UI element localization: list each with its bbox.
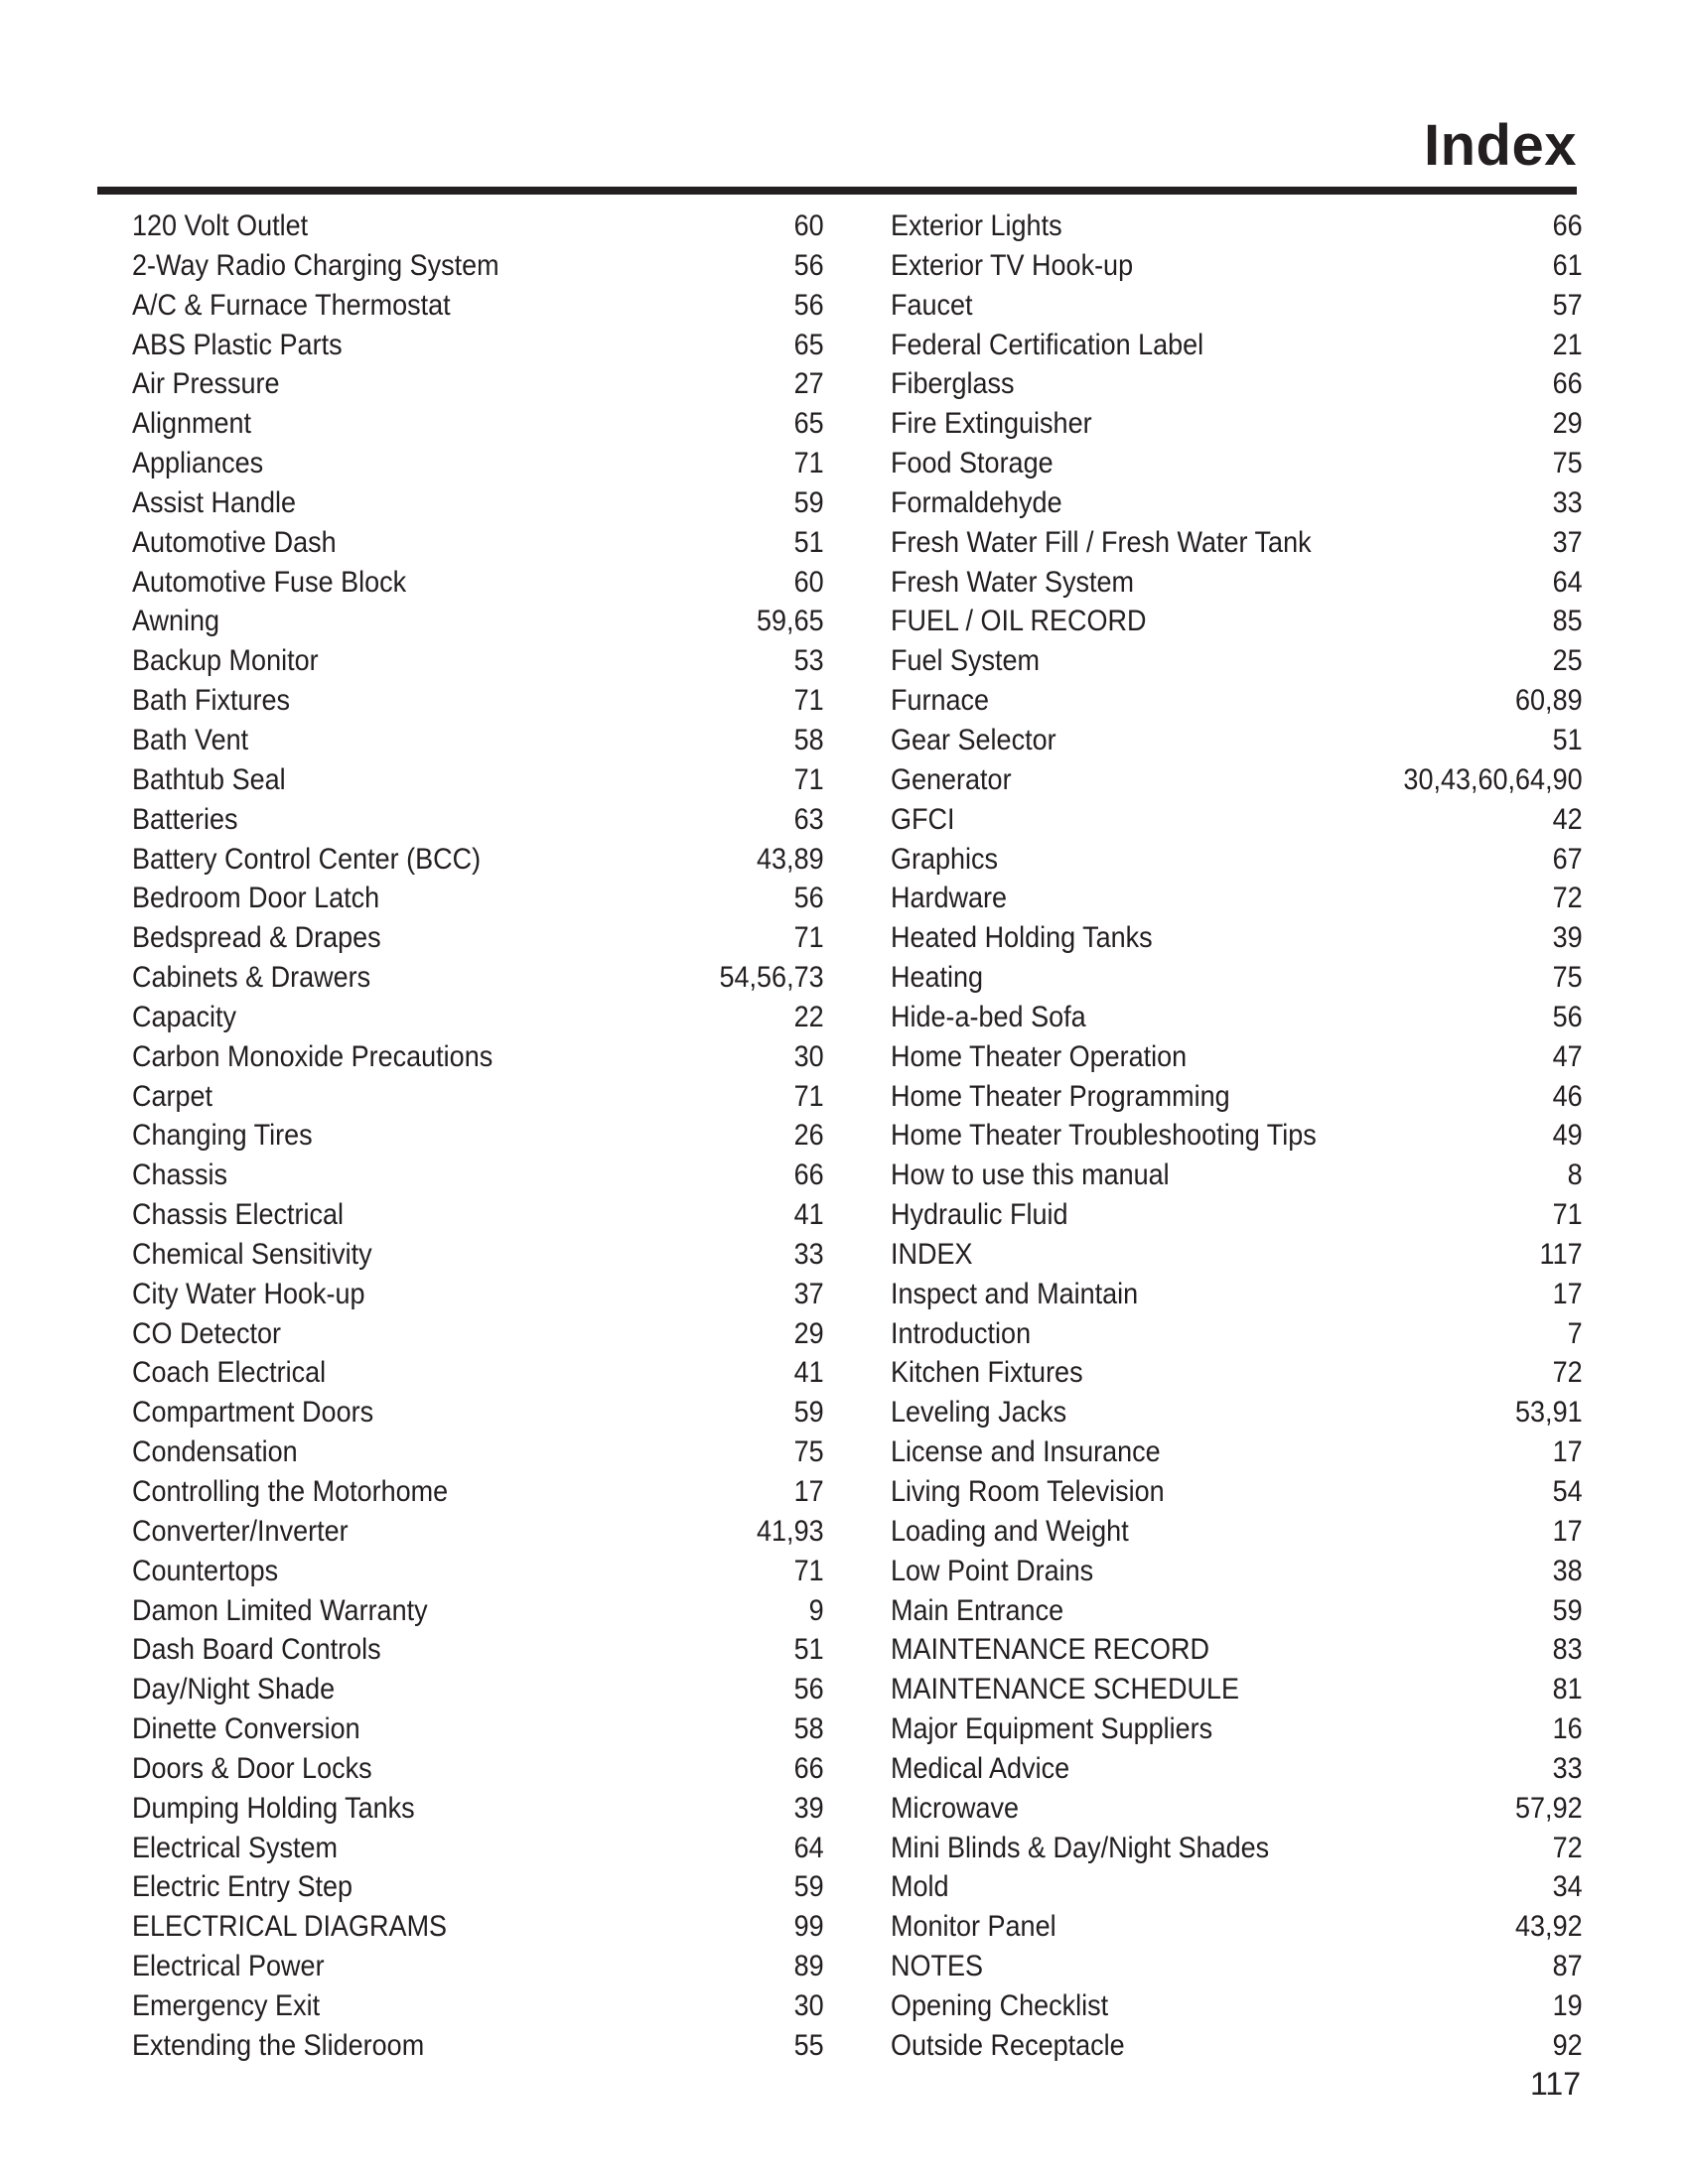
index-entry (891, 1907, 1583, 1947)
index-term: Introduction (891, 1316, 1032, 1350)
index-entry (891, 286, 1583, 326)
index-term: Major Equipment Suppliers (891, 1712, 1213, 1746)
index-entry (132, 206, 824, 246)
index-page-refs: 51 (793, 525, 824, 559)
index-term: Day/Night Shade (132, 1673, 336, 1706)
index-term: Inspect and Maintain (891, 1277, 1139, 1310)
index-page-refs: 17 (1552, 1277, 1583, 1310)
index-page-refs: 21 (1552, 328, 1583, 361)
index-entry (891, 1156, 1583, 1195)
index-term: Federal Certification Label (891, 328, 1204, 361)
index-page-refs: 56 (793, 288, 824, 322)
index-page-refs: 33 (1552, 1751, 1583, 1785)
index-term: Mini Blinds & Day/Night Shades (891, 1831, 1270, 1864)
index-page-refs: 66 (1552, 209, 1583, 242)
index-entry (891, 563, 1583, 603)
index-page-refs: 33 (1552, 485, 1583, 519)
index-column-right (891, 206, 1583, 2066)
index-entry (132, 1709, 824, 1749)
index-page-refs: 25 (1552, 644, 1583, 678)
index-entry (132, 800, 824, 840)
index-entry (132, 1275, 824, 1314)
index-entry (132, 1353, 824, 1393)
page-number: 117 (1529, 2066, 1581, 2102)
index-term: Low Point Drains (891, 1554, 1094, 1587)
index-page-refs: 117 (1539, 1237, 1583, 1271)
index-entry (132, 1789, 824, 1829)
index-entry (891, 1275, 1583, 1314)
index-term: Exterior Lights (891, 209, 1062, 242)
index-entry (132, 523, 824, 563)
index-entry (891, 1037, 1583, 1077)
index-entry (132, 1314, 824, 1354)
index-page-refs: 58 (793, 723, 824, 756)
index-entry (891, 1393, 1583, 1433)
index-page-refs: 75 (1552, 447, 1583, 480)
index-page-refs: 34 (1552, 1870, 1583, 1904)
index-term: Carbon Monoxide Precautions (132, 1039, 493, 1073)
index-page-refs: 71 (793, 1554, 824, 1587)
index-term: 120 Volt Outlet (132, 209, 309, 242)
index-page-refs: 26 (793, 1119, 824, 1153)
index-entry (132, 1235, 824, 1275)
index-page-refs: 75 (793, 1435, 824, 1469)
index-entry (891, 246, 1583, 286)
index-page-refs: 29 (793, 1316, 824, 1350)
page-title: Index (1424, 113, 1577, 178)
index-page-refs: 71 (793, 1079, 824, 1113)
index-entry (132, 1156, 824, 1195)
index-page-refs: 55 (793, 2028, 824, 2062)
index-term: Changing Tires (132, 1119, 313, 1153)
index-page-refs: 43,92 (1515, 1910, 1583, 1944)
index-term: Hydraulic Fluid (891, 1198, 1068, 1232)
index-entry (132, 641, 824, 681)
index-entry (132, 563, 824, 603)
index-term: Fresh Water System (891, 565, 1135, 599)
index-term: Outside Receptacle (891, 2028, 1125, 2062)
index-entry (891, 1789, 1583, 1829)
index-entry (891, 2026, 1583, 2066)
index-term: Batteries (132, 802, 238, 836)
index-entry (891, 206, 1583, 246)
index-page-refs: 27 (793, 367, 824, 401)
index-entry (891, 1749, 1583, 1789)
index-entry (132, 246, 824, 286)
index-page-refs: 71 (793, 447, 824, 480)
index-term: Exterior TV Hook-up (891, 248, 1134, 282)
index-term: Fire Extinguisher (891, 407, 1092, 441)
index-entry (891, 1353, 1583, 1393)
index-entry (132, 602, 824, 641)
index-entry (891, 364, 1583, 404)
index-page-refs: 17 (1552, 1514, 1583, 1548)
index-page-refs: 67 (1552, 842, 1583, 876)
index-page-refs: 60 (793, 565, 824, 599)
index-term: Coach Electrical (132, 1356, 327, 1390)
index-entry (132, 918, 824, 958)
index-term: MAINTENANCE SCHEDULE (891, 1673, 1240, 1706)
index-term: Doors & Door Locks (132, 1751, 372, 1785)
index-term: Damon Limited Warranty (132, 1593, 428, 1627)
index-page-refs: 65 (793, 407, 824, 441)
index-entry (132, 1195, 824, 1235)
index-page-refs: 51 (1552, 723, 1583, 756)
index-term: Living Room Television (891, 1475, 1165, 1508)
index-term: Capacity (132, 1000, 237, 1033)
index-page-refs: 71 (793, 762, 824, 796)
index-term: Hardware (891, 882, 1008, 915)
index-page-refs: 71 (1552, 1198, 1583, 1232)
index-page-refs: 59,65 (757, 605, 824, 638)
index-term: Home Theater Troubleshooting Tips (891, 1119, 1317, 1153)
index-page-refs: 65 (793, 328, 824, 361)
index-entry (891, 404, 1583, 444)
index-term: ELECTRICAL DIAGRAMS (132, 1910, 448, 1944)
index-term: Appliances (132, 447, 264, 480)
index-term: Mold (891, 1870, 949, 1904)
index-page-refs: 9 (808, 1593, 824, 1627)
index-term: ABS Plastic Parts (132, 328, 343, 361)
index-page-refs: 7 (1567, 1316, 1583, 1350)
index-page-refs: 46 (1552, 1079, 1583, 1113)
index-entry (132, 1947, 824, 1986)
index-term: NOTES (891, 1950, 984, 1983)
index-term: Furnace (891, 684, 990, 718)
index-entry (891, 1709, 1583, 1749)
index-term: Microwave (891, 1791, 1020, 1825)
index-entry (891, 1235, 1583, 1275)
index-entry (891, 1314, 1583, 1354)
index-page-refs: 42 (1552, 802, 1583, 836)
index-page-refs: 59 (793, 1396, 824, 1430)
index-term: Fresh Water Fill / Fresh Water Tank (891, 525, 1312, 559)
index-term: Bath Vent (132, 723, 249, 756)
index-entry (132, 998, 824, 1037)
index-page-refs: 39 (1552, 921, 1583, 955)
index-entry (891, 1947, 1583, 1986)
index-entry (132, 1552, 824, 1591)
index-page-refs: 51 (793, 1633, 824, 1667)
index-page-refs: 56 (793, 248, 824, 282)
index-page-refs: 33 (793, 1237, 824, 1271)
index-entry (891, 1472, 1583, 1512)
index-term: Dumping Holding Tanks (132, 1791, 415, 1825)
index-term: INDEX (891, 1237, 973, 1271)
index-entry (132, 483, 824, 523)
index-page-refs: 37 (1552, 525, 1583, 559)
index-page-refs: 60,89 (1515, 684, 1583, 718)
index-entry (891, 326, 1583, 365)
index-term: Electrical System (132, 1831, 339, 1864)
index-page-refs: 37 (793, 1277, 824, 1310)
index-term: Opening Checklist (891, 1988, 1109, 2022)
index-page-refs: 59 (793, 1870, 824, 1904)
index-entry (132, 1472, 824, 1512)
index-entry (132, 760, 824, 800)
index-term: Bathtub Seal (132, 762, 286, 796)
index-term: Chassis (132, 1159, 228, 1192)
index-page-refs: 39 (793, 1791, 824, 1825)
index-entry (132, 1867, 824, 1907)
index-entry (132, 1077, 824, 1117)
index-page-refs: 53,91 (1515, 1396, 1583, 1430)
index-term: Bedspread & Drapes (132, 921, 381, 955)
index-term: Automotive Dash (132, 525, 337, 559)
index-page-refs: 72 (1552, 1831, 1583, 1864)
index-term: Extending the Slideroom (132, 2028, 425, 2062)
index-term: Emergency Exit (132, 1988, 321, 2022)
index-entry (891, 523, 1583, 563)
index-entry (891, 1552, 1583, 1591)
index-entry (132, 879, 824, 918)
index-term: License and Insurance (891, 1435, 1161, 1469)
index-entry (132, 444, 824, 483)
index-entry (132, 1116, 824, 1156)
index-page-refs: 47 (1552, 1039, 1583, 1073)
index-entry (891, 760, 1583, 800)
index-page-refs: 72 (1552, 882, 1583, 915)
index-term: 2-Way Radio Charging System (132, 248, 499, 282)
index-page-refs: 30,43,60,64,90 (1403, 762, 1583, 796)
index-term: Awning (132, 605, 220, 638)
index-term: Fiberglass (891, 367, 1015, 401)
index-page-refs: 54 (1552, 1475, 1583, 1508)
index-term: Leveling Jacks (891, 1396, 1067, 1430)
index-entry (891, 1630, 1583, 1670)
index-term: Faucet (891, 288, 973, 322)
index-entry (132, 1829, 824, 1868)
index-page-refs: 54,56,73 (719, 961, 824, 995)
index-entry (132, 1393, 824, 1433)
index-entry (891, 879, 1583, 918)
index-page-refs: 89 (793, 1950, 824, 1983)
index-entry (891, 681, 1583, 721)
index-entry (132, 958, 824, 998)
index-term: Gear Selector (891, 723, 1056, 756)
index-page-refs: 49 (1552, 1119, 1583, 1153)
index-entry (132, 1630, 824, 1670)
index-page-refs: 57,92 (1515, 1791, 1583, 1825)
index-page-refs: 56 (1552, 1000, 1583, 1033)
index-term: Automotive Fuse Block (132, 565, 407, 599)
index-term: Air Pressure (132, 367, 280, 401)
index-page-refs: 41 (793, 1356, 824, 1390)
index-term: Bedroom Door Latch (132, 882, 380, 915)
index-page-refs: 17 (1552, 1435, 1583, 1469)
index-entry (891, 1195, 1583, 1235)
index-page-refs: 64 (793, 1831, 824, 1864)
index-page-refs: 87 (1552, 1950, 1583, 1983)
index-entry (891, 602, 1583, 641)
index-term: Loading and Weight (891, 1514, 1129, 1548)
index-entry (132, 1670, 824, 1709)
index-entry (132, 1591, 824, 1631)
index-entry (891, 1591, 1583, 1631)
index-entry (891, 800, 1583, 840)
index-page-refs: 53 (793, 644, 824, 678)
index-entry (132, 326, 824, 365)
index-entry (891, 918, 1583, 958)
index-entry (891, 1433, 1583, 1472)
index-term: Main Entrance (891, 1593, 1064, 1627)
index-page-refs: 59 (793, 485, 824, 519)
index-entry (132, 1512, 824, 1552)
index-entry (891, 1867, 1583, 1907)
index-term: Medical Advice (891, 1751, 1070, 1785)
index-entry (132, 2026, 824, 2066)
index-page-refs: 29 (1552, 407, 1583, 441)
index-page-refs: 30 (793, 1988, 824, 2022)
index-term: Assist Handle (132, 485, 297, 519)
index-term: Kitchen Fixtures (891, 1356, 1083, 1390)
index-entry (891, 721, 1583, 760)
index-entry (132, 681, 824, 721)
index-term: Carpet (132, 1079, 213, 1113)
index-page-refs: 92 (1552, 2028, 1583, 2062)
index-entry (891, 998, 1583, 1037)
index-page-refs: 17 (793, 1475, 824, 1508)
index-page-refs: 41,93 (757, 1514, 824, 1548)
title-divider (97, 187, 1577, 195)
index-entry (132, 840, 824, 880)
index-page-refs: 16 (1552, 1712, 1583, 1746)
index-entry (891, 840, 1583, 880)
index-term: CO Detector (132, 1316, 282, 1350)
index-page-refs: 99 (793, 1910, 824, 1944)
index-page-refs: 8 (1567, 1159, 1583, 1192)
index-term: City Water Hook-up (132, 1277, 365, 1310)
index-entry (891, 1670, 1583, 1709)
index-term: Battery Control Center (BCC) (132, 842, 482, 876)
index-term: Alignment (132, 407, 252, 441)
index-term: Converter/Inverter (132, 1514, 349, 1548)
index-column-left (132, 206, 824, 2066)
index-term: Compartment Doors (132, 1396, 374, 1430)
index-term: Food Storage (891, 447, 1054, 480)
index-page-refs: 19 (1552, 1988, 1583, 2022)
index-term: Controlling the Motorhome (132, 1475, 449, 1508)
index-term: FUEL / OIL RECORD (891, 605, 1147, 638)
index-entry (132, 1433, 824, 1472)
index-page-refs: 57 (1552, 288, 1583, 322)
index-page-refs: 30 (793, 1039, 824, 1073)
index-term: Dash Board Controls (132, 1633, 381, 1667)
index-page-refs: 71 (793, 684, 824, 718)
index-page-refs: 71 (793, 921, 824, 955)
index-page-refs: 63 (793, 802, 824, 836)
index-term: Formaldehyde (891, 485, 1062, 519)
index-page-refs: 85 (1552, 605, 1583, 638)
index-entry (891, 483, 1583, 523)
index-term: Home Theater Programming (891, 1079, 1230, 1113)
index-entry (132, 721, 824, 760)
index-entry (891, 1986, 1583, 2026)
index-page-refs: 58 (793, 1712, 824, 1746)
index-page-refs: 56 (793, 882, 824, 915)
index-page-refs: 38 (1552, 1554, 1583, 1587)
index-term: Hide-a-bed Sofa (891, 1000, 1086, 1033)
index-term: Dinette Conversion (132, 1712, 360, 1746)
index-page-refs: 61 (1552, 248, 1583, 282)
index-term: Electrical Power (132, 1950, 325, 1983)
index-term: Chemical Sensitivity (132, 1237, 372, 1271)
index-entry (132, 1749, 824, 1789)
index-entry (891, 1077, 1583, 1117)
index-page-refs: 59 (1552, 1593, 1583, 1627)
index-entry (891, 641, 1583, 681)
index-page-refs: 56 (793, 1673, 824, 1706)
index-term: How to use this manual (891, 1159, 1170, 1192)
index-term: Countertops (132, 1554, 279, 1587)
index-page-refs: 81 (1552, 1673, 1583, 1706)
index-entry (891, 1829, 1583, 1868)
index-term: Backup Monitor (132, 644, 319, 678)
index-term: Cabinets & Drawers (132, 961, 371, 995)
index-term: GFCI (891, 802, 955, 836)
index-page-refs: 41 (793, 1198, 824, 1232)
index-term: Condensation (132, 1435, 298, 1469)
index-page-refs: 66 (793, 1751, 824, 1785)
index-page-refs: 83 (1552, 1633, 1583, 1667)
index-page-refs: 72 (1552, 1356, 1583, 1390)
index-term: Chassis Electrical (132, 1198, 345, 1232)
index-term: Electric Entry Step (132, 1870, 353, 1904)
index-term: Heated Holding Tanks (891, 921, 1153, 955)
index-term: Fuel System (891, 644, 1041, 678)
index-entry (132, 286, 824, 326)
index-entry (891, 444, 1583, 483)
index-entry (132, 1037, 824, 1077)
index-entry (891, 1512, 1583, 1552)
index-term: Monitor Panel (891, 1910, 1056, 1944)
index-entry (891, 958, 1583, 998)
index-entry (132, 364, 824, 404)
index-term: Heating (891, 961, 984, 995)
index-page-refs: 43,89 (757, 842, 824, 876)
index-term: Home Theater Operation (891, 1039, 1188, 1073)
index-term: A/C & Furnace Thermostat (132, 288, 451, 322)
index-term: MAINTENANCE RECORD (891, 1633, 1210, 1667)
index-term: Bath Fixtures (132, 684, 291, 718)
index-entry (132, 1986, 824, 2026)
index-entry (891, 1116, 1583, 1156)
index-page-refs: 66 (793, 1159, 824, 1192)
index-page-refs: 64 (1552, 565, 1583, 599)
index-page-refs: 60 (793, 209, 824, 242)
index-term: Generator (891, 762, 1012, 796)
index-entry (132, 1907, 824, 1947)
index-page-refs: 66 (1552, 367, 1583, 401)
index-page-refs: 75 (1552, 961, 1583, 995)
index-page-refs: 22 (793, 1000, 824, 1033)
index-entry (132, 404, 824, 444)
index-term: Graphics (891, 842, 999, 876)
